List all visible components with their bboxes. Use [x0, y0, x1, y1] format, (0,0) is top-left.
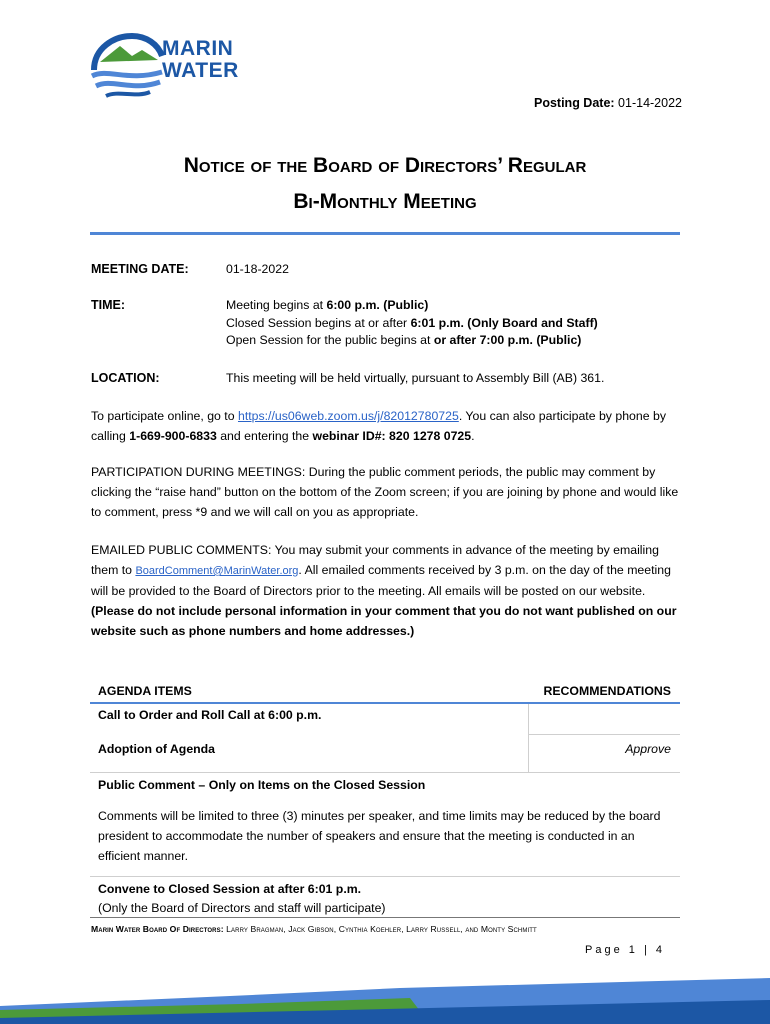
agenda-item-closed-session: Convene to Closed Session at after 6:01 p.m.: [98, 882, 362, 896]
posting-date-label: Posting Date:: [534, 96, 615, 110]
agenda-item-adoption: Adoption of Agenda: [98, 742, 216, 756]
footer-divider: [90, 917, 680, 918]
board-members: Larry Bragman, Jack Gibson, Cynthia Koehler, Larry Russell, and Monty Schmitt: [226, 924, 537, 934]
time-line-1: Meeting begins at 6:00 p.m. (Public): [226, 298, 429, 312]
agenda-item-closed-session-desc: (Only the Board of Directors and staff will participate): [98, 901, 386, 915]
page-title: [90, 148, 680, 220]
logo-line-1: MARIN: [162, 37, 234, 60]
time-line-3: Open Session for the public begins at or after 7:00 p.m. (Public): [226, 333, 582, 347]
posting-date: [534, 96, 682, 110]
location-value: This meeting will be held virtually, pursuant to Assembly Bill (AB) 361.: [226, 371, 605, 385]
time-label: TIME:: [91, 298, 126, 312]
agenda-rec-approve: Approve: [625, 742, 671, 756]
page-number: Page 1 | 4: [585, 944, 665, 956]
logo-line-2: WATER: [162, 59, 239, 82]
meeting-date-value: 01-18-2022: [226, 262, 289, 276]
time-value: [226, 297, 598, 350]
zoom-link[interactable]: https://us06web.zoom.us/j/82012780725: [237, 409, 459, 423]
meeting-date-label: MEETING DATE:: [91, 262, 189, 276]
row-divider: [528, 734, 680, 735]
row-divider: [90, 772, 680, 773]
row-divider: [90, 876, 680, 877]
agenda-items-header: AGENDA ITEMS: [98, 684, 192, 698]
time-line-2: Closed Session begins at or after 6:01 p.m. (Only Board and Staff): [226, 315, 598, 330]
agenda-item-call-to-order: Call to Order and Roll Call at 6:00 p.m.: [98, 708, 322, 722]
logo-wordmark: [162, 38, 239, 82]
title-divider: [90, 232, 680, 235]
board-comment-email-link[interactable]: BoardComment@MarinWater.org: [135, 565, 299, 577]
recommendation-column: [528, 704, 680, 772]
title-line-2: Bi-Monthly Meeting: [293, 190, 477, 213]
emailed-comments-paragraph: EMAILED PUBLIC COMMENTS: You may submit your comments in advance of the meeting by emailing them to BoardComment@MarinWater.org. All emailed comments received by 3 p.m. on the day of the meeting will be provided to the Board of Directors prior to the meeting. All emails will be posted on our website. (Please do not include personal information in your comment that you do not want published on our website such as phone numbers and home addresses.): [91, 543, 677, 638]
participate-online-paragraph: To participate online, go to https://us06web.zoom.us/j/82012780725. You can also participate by phone by calling 1-669-900-6833 and entering the webinar ID#: 820 1278 0725.: [91, 409, 666, 443]
participation-during-meetings-paragraph: PARTICIPATION DURING MEETINGS: During the public comment periods, the public may comment by clicking the “raise hand” button on the bottom of the Zoom screen; if you are joining by phone and would like to comment, press *9 and we will call on you as appropriate.: [91, 465, 679, 519]
posting-date-value: 01-14-2022: [618, 96, 682, 110]
phone-number: 1-669-900-6833: [129, 429, 217, 443]
title-line-1: Notice of the Board of Directors’ Regular: [183, 154, 587, 177]
recommendations-header: RECOMMENDATIONS: [543, 684, 671, 698]
board-label: Marin Water Board Of Directors:: [91, 924, 224, 934]
agenda-item-public-comment: Public Comment – Only on Items on the Closed Session: [98, 778, 426, 792]
agenda-item-public-comment-desc: Comments will be limited to three (3) minutes per speaker, and time limits may be reduced by the board president to accommodate the number of speakers and ensure that the meeting is conducted in an efficient manner.: [98, 809, 661, 863]
webinar-id: webinar ID#: 820 1278 0725: [312, 429, 472, 443]
location-label: LOCATION:: [91, 371, 160, 385]
decorative-wave-bar: [0, 978, 770, 1024]
board-of-directors-footer: [91, 924, 537, 934]
